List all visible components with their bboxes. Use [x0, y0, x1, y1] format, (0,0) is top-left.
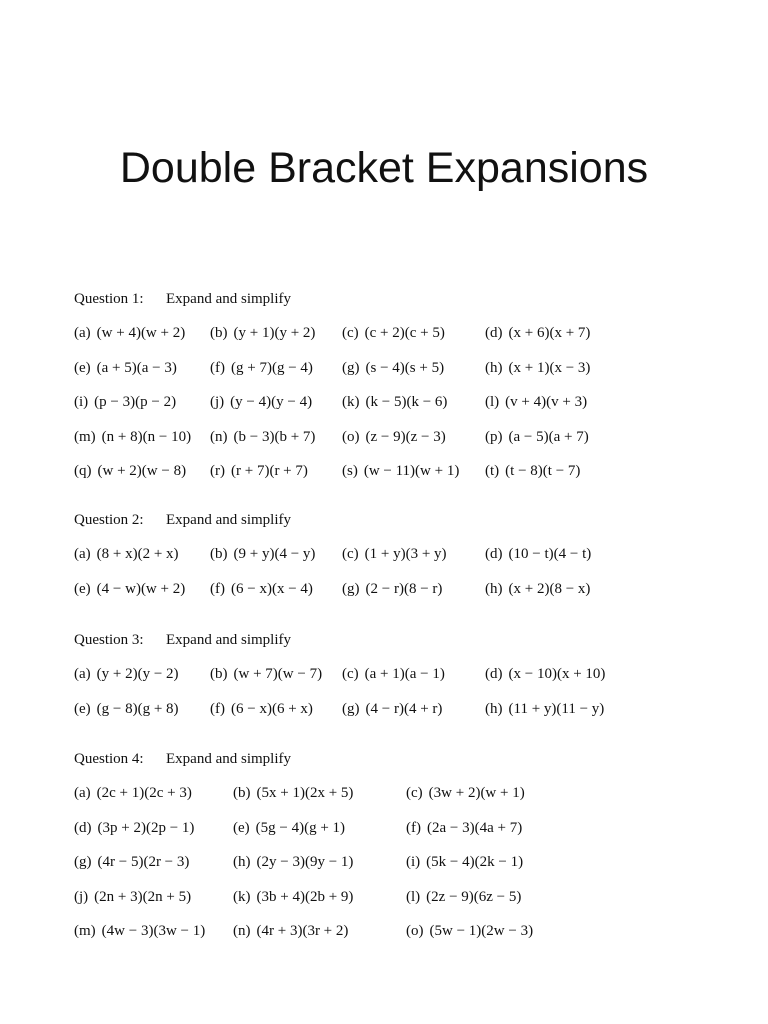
item-label: (o) — [342, 428, 360, 445]
question-item — [210, 394, 312, 411]
item-label: (i) — [406, 854, 421, 870]
question-number: Question 1: — [74, 291, 144, 307]
question-number: Question 3: — [74, 632, 144, 648]
question-item — [210, 546, 315, 563]
item-label: (c) — [342, 325, 359, 341]
item-label: (t) — [485, 463, 500, 479]
question-heading — [74, 751, 291, 768]
question-item — [74, 325, 185, 342]
item-expression: (y + 1)(y + 2) — [233, 325, 316, 341]
item-label: (a) — [74, 785, 91, 801]
item-expression: (11 + y)(11 − y) — [508, 700, 605, 717]
item-expression: (2 − r)(8 − r) — [365, 580, 443, 597]
question-item — [406, 854, 523, 871]
question-item — [342, 429, 446, 446]
item-label: (h) — [485, 359, 503, 376]
question-row — [74, 546, 754, 568]
item-label: (k) — [342, 394, 360, 410]
question-item — [233, 889, 353, 906]
question-row — [74, 666, 754, 688]
item-expression: (2c + 1)(2c + 3) — [96, 785, 192, 801]
question-item — [485, 394, 587, 411]
item-expression: (4 − w)(w + 2) — [96, 580, 186, 597]
question-item — [485, 546, 591, 563]
item-expression: (x − 10)(x + 10) — [508, 666, 606, 682]
item-expression: (w + 2)(w − 8) — [97, 463, 187, 479]
item-label: (c) — [406, 785, 423, 801]
item-label: (e) — [233, 819, 250, 836]
question-item — [210, 463, 308, 480]
item-expression: (g − 8)(g + 8) — [96, 700, 179, 717]
item-expression: (3b + 4)(2b + 9) — [256, 888, 354, 905]
question-item — [233, 820, 345, 837]
question-item — [342, 581, 442, 598]
item-expression: (2y − 3)(9y − 1) — [256, 854, 354, 870]
item-expression: (4 − r)(4 + r) — [365, 700, 443, 717]
question-item — [342, 463, 459, 480]
item-expression: (w − 11)(w + 1) — [363, 463, 460, 479]
question-item — [485, 463, 580, 480]
item-expression: (y + 2)(y − 2) — [96, 666, 179, 682]
question-row — [74, 463, 754, 485]
question-item — [406, 923, 533, 940]
item-label: (h) — [485, 700, 503, 717]
item-expression: (x + 6)(x + 7) — [508, 325, 591, 341]
item-expression: (5k − 4)(2k − 1) — [426, 854, 524, 870]
question-item — [74, 854, 189, 871]
item-label: (p) — [485, 428, 503, 445]
question-row — [74, 325, 754, 347]
item-label: (o) — [406, 923, 424, 939]
item-expression: (x + 1)(x − 3) — [508, 359, 591, 376]
question-item — [342, 666, 445, 683]
question-item — [74, 820, 194, 837]
item-expression: (2a − 3)(4a + 7) — [427, 819, 523, 836]
item-expression: (w + 4)(w + 2) — [96, 325, 186, 341]
item-expression: (6 − x)(6 + x) — [231, 700, 313, 717]
question-item — [406, 785, 525, 802]
item-expression: (a + 1)(a − 1) — [364, 666, 445, 682]
item-label: (l) — [406, 888, 421, 905]
question-item — [233, 785, 353, 802]
item-label: (n) — [210, 428, 228, 445]
question-item — [74, 785, 192, 802]
question-item — [74, 666, 179, 683]
item-expression: (y − 4)(y − 4) — [230, 394, 313, 410]
question-item — [210, 360, 313, 377]
item-label: (a) — [74, 546, 91, 562]
item-label: (f) — [210, 580, 225, 597]
question-instruction: Expand and simplify — [166, 512, 291, 528]
item-expression: (5g − 4)(g + 1) — [255, 819, 346, 836]
item-label: (m) — [74, 428, 96, 445]
item-expression: (1 + y)(3 + y) — [364, 546, 447, 562]
question-item — [342, 701, 442, 718]
item-expression: (10 − t)(4 − t) — [508, 546, 592, 562]
item-label: (s) — [342, 463, 358, 479]
question-item — [406, 889, 521, 906]
item-expression: (w + 7)(w − 7) — [233, 666, 323, 682]
item-label: (k) — [233, 888, 251, 905]
question-item — [74, 701, 179, 718]
item-expression: (k − 5)(k − 6) — [365, 394, 448, 410]
question-item — [74, 429, 191, 446]
item-label: (l) — [485, 394, 500, 410]
item-expression: (a − 5)(a + 7) — [508, 428, 589, 445]
question-item — [74, 463, 186, 480]
item-expression: (4r + 3)(3r + 2) — [256, 923, 349, 939]
question-item — [485, 360, 590, 377]
question-row — [74, 820, 754, 842]
item-expression: (t − 8)(t − 7) — [505, 463, 581, 479]
item-expression: (r + 7)(r + 7) — [231, 463, 308, 479]
item-expression: (p − 3)(p − 2) — [94, 394, 177, 410]
question-item — [485, 581, 590, 598]
question-item — [210, 429, 315, 446]
item-label: (n) — [233, 923, 251, 939]
question-item — [485, 666, 605, 683]
item-label: (h) — [485, 580, 503, 597]
item-label: (a) — [74, 325, 91, 341]
question-row — [74, 923, 754, 945]
item-expression: (5x + 1)(2x + 5) — [256, 785, 354, 801]
question-instruction: Expand and simplify — [166, 751, 291, 767]
item-label: (b) — [210, 325, 228, 341]
question-item — [342, 394, 447, 411]
question-item — [485, 429, 589, 446]
question-row — [74, 360, 754, 382]
question-item — [210, 581, 313, 598]
item-expression: (b − 3)(b + 7) — [233, 428, 316, 445]
question-row — [74, 701, 754, 723]
question-item — [485, 701, 604, 718]
question-item — [342, 325, 445, 342]
question-item — [342, 360, 444, 377]
item-label: (b) — [210, 666, 228, 682]
item-expression: (4r − 5)(2r − 3) — [97, 854, 190, 870]
question-number: Question 4: — [74, 751, 144, 767]
item-expression: (4w − 3)(3w − 1) — [101, 923, 206, 939]
item-label: (h) — [233, 854, 251, 870]
item-label: (b) — [233, 785, 251, 801]
item-label: (c) — [342, 666, 359, 682]
question-item — [233, 854, 353, 871]
question-instruction: Expand and simplify — [166, 632, 291, 648]
question-heading — [74, 632, 291, 649]
item-label: (c) — [342, 546, 359, 562]
item-label: (f) — [210, 359, 225, 376]
question-item — [485, 325, 590, 342]
item-label: (g) — [342, 580, 360, 597]
item-label: (j) — [74, 888, 89, 905]
item-expression: (z − 9)(z − 3) — [365, 428, 446, 445]
item-expression: (2z − 9)(6z − 5) — [426, 888, 522, 905]
item-expression: (v + 4)(v + 3) — [505, 394, 588, 410]
item-expression: (3p + 2)(2p − 1) — [97, 819, 195, 836]
item-label: (f) — [406, 819, 421, 836]
item-label: (i) — [74, 394, 89, 410]
question-row — [74, 785, 754, 807]
question-row — [74, 581, 754, 603]
question-number: Question 2: — [74, 512, 144, 528]
question-item — [74, 923, 205, 940]
item-expression: (2n + 3)(2n + 5) — [94, 888, 192, 905]
question-row — [74, 889, 754, 911]
item-expression: (c + 2)(c + 5) — [364, 325, 445, 341]
item-expression: (8 + x)(2 + x) — [96, 546, 179, 562]
item-label: (e) — [74, 700, 91, 717]
item-expression: (s − 4)(s + 5) — [365, 359, 445, 376]
item-label: (d) — [485, 325, 503, 341]
question-item — [210, 701, 313, 718]
question-item — [74, 546, 179, 563]
item-label: (g) — [342, 700, 360, 717]
question-item — [74, 394, 176, 411]
question-item — [74, 889, 191, 906]
item-expression: (a + 5)(a − 3) — [96, 359, 177, 376]
question-item — [210, 666, 322, 683]
item-label: (q) — [74, 463, 92, 479]
item-label: (g) — [342, 359, 360, 376]
item-label: (m) — [74, 923, 96, 939]
question-item — [233, 923, 348, 940]
item-label: (j) — [210, 394, 225, 410]
item-expression: (x + 2)(8 − x) — [508, 580, 591, 597]
item-label: (d) — [74, 819, 92, 836]
item-label: (b) — [210, 546, 228, 562]
question-item — [74, 581, 185, 598]
page-title: Double Bracket Expansions — [119, 144, 649, 192]
item-label: (e) — [74, 580, 91, 597]
question-row — [74, 394, 754, 416]
item-expression: (n + 8)(n − 10) — [101, 428, 192, 445]
item-label: (r) — [210, 463, 225, 479]
question-row — [74, 429, 754, 451]
question-item — [74, 360, 177, 377]
item-expression: (3w + 2)(w + 1) — [428, 785, 525, 801]
question-item — [210, 325, 315, 342]
item-label: (e) — [74, 359, 91, 376]
question-row — [74, 854, 754, 876]
item-expression: (9 + y)(4 − y) — [233, 546, 316, 562]
question-instruction: Expand and simplify — [166, 291, 291, 307]
question-heading — [74, 291, 291, 308]
question-item — [342, 546, 447, 563]
item-label: (g) — [74, 854, 92, 870]
question-heading — [74, 512, 291, 529]
item-expression: (g + 7)(g − 4) — [231, 359, 313, 376]
item-label: (d) — [485, 666, 503, 682]
item-expression: (5w − 1)(2w − 3) — [429, 923, 534, 939]
item-label: (a) — [74, 666, 91, 682]
item-label: (d) — [485, 546, 503, 562]
item-expression: (6 − x)(x − 4) — [231, 580, 313, 597]
item-label: (f) — [210, 700, 225, 717]
question-item — [406, 820, 522, 837]
